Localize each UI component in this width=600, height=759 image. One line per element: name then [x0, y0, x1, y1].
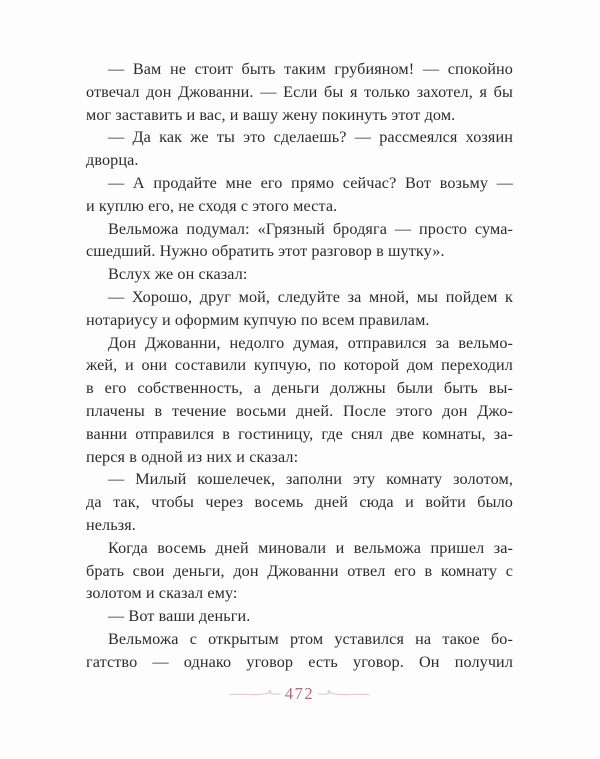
text-line: — Хорошо, друг мой, следуйте за мной, мы пойдем к: [108, 287, 513, 306]
text-line: Вслух же он сказал:: [108, 265, 248, 284]
flourish-right-icon: [318, 688, 370, 700]
text-line: — Милый кошелечек, заполни эту комнату золотом,: [108, 470, 513, 489]
text-line: в его собственность, а деньги должны были быть вы-: [86, 379, 513, 398]
text-line: — А продайте мне его прямо сейчас? Вот возьму —: [108, 173, 513, 192]
text-line: — Да как же ты это сделаешь? — рассмеялся хозяин: [108, 128, 513, 147]
text-line: отвечал дон Джованни. — Если бы я только захотел, я бы: [86, 82, 513, 101]
text-line: гатство — однако уговор есть уговор. Он получил: [86, 652, 513, 671]
text-line: сшедший. Нужно обратить этот разговор в шутку».: [86, 242, 445, 261]
text-line: мог заставить и вас, и вашу жену покинуть этот дом.: [86, 105, 456, 124]
text-line: Вельможа с открытым ртом уставился на такое бо-: [108, 629, 513, 648]
text-line: жей, и они составили купчую, по которой дом переходил: [86, 356, 513, 375]
text-line: плачены в течение восьми дней. После этого дон Джо-: [86, 401, 513, 420]
text-line: дворца.: [86, 151, 139, 170]
text-line: — Вам не стоит быть таким грубияном! — спокойно: [108, 60, 513, 78]
text-line: Когда восемь дней миновали и вельможа пришел за-: [108, 538, 513, 557]
page-footer: [86, 684, 513, 704]
flourish-left-icon: [229, 688, 281, 700]
text-line: — Вот ваши деньги.: [108, 607, 251, 626]
text-line: перся в одной из них и сказал:: [86, 447, 299, 466]
text-line: и куплю его, не сходя с этого места.: [86, 196, 338, 215]
text-line: Вельможа подумал: «Грязный бродяга — просто сума-: [108, 219, 513, 238]
text-line: нельзя.: [86, 515, 136, 534]
text-block: [86, 58, 513, 674]
page-number: 472: [284, 683, 315, 703]
text-line: ванни отправился в гостиницу, где снял две комнаты, за-: [86, 424, 513, 443]
text-line: золотом и сказал ему:: [86, 584, 238, 603]
text-line: брать свои деньги, дон Джованни отвел его в комнату с: [86, 561, 513, 580]
text-line: нотариусу и оформим купчую по всем правилам.: [86, 310, 430, 329]
text-line: Дон Джованни, недолго думая, отправился за вельмо-: [108, 333, 513, 352]
text-line: да так, чтобы через восемь дней сюда и войти было: [86, 493, 513, 512]
